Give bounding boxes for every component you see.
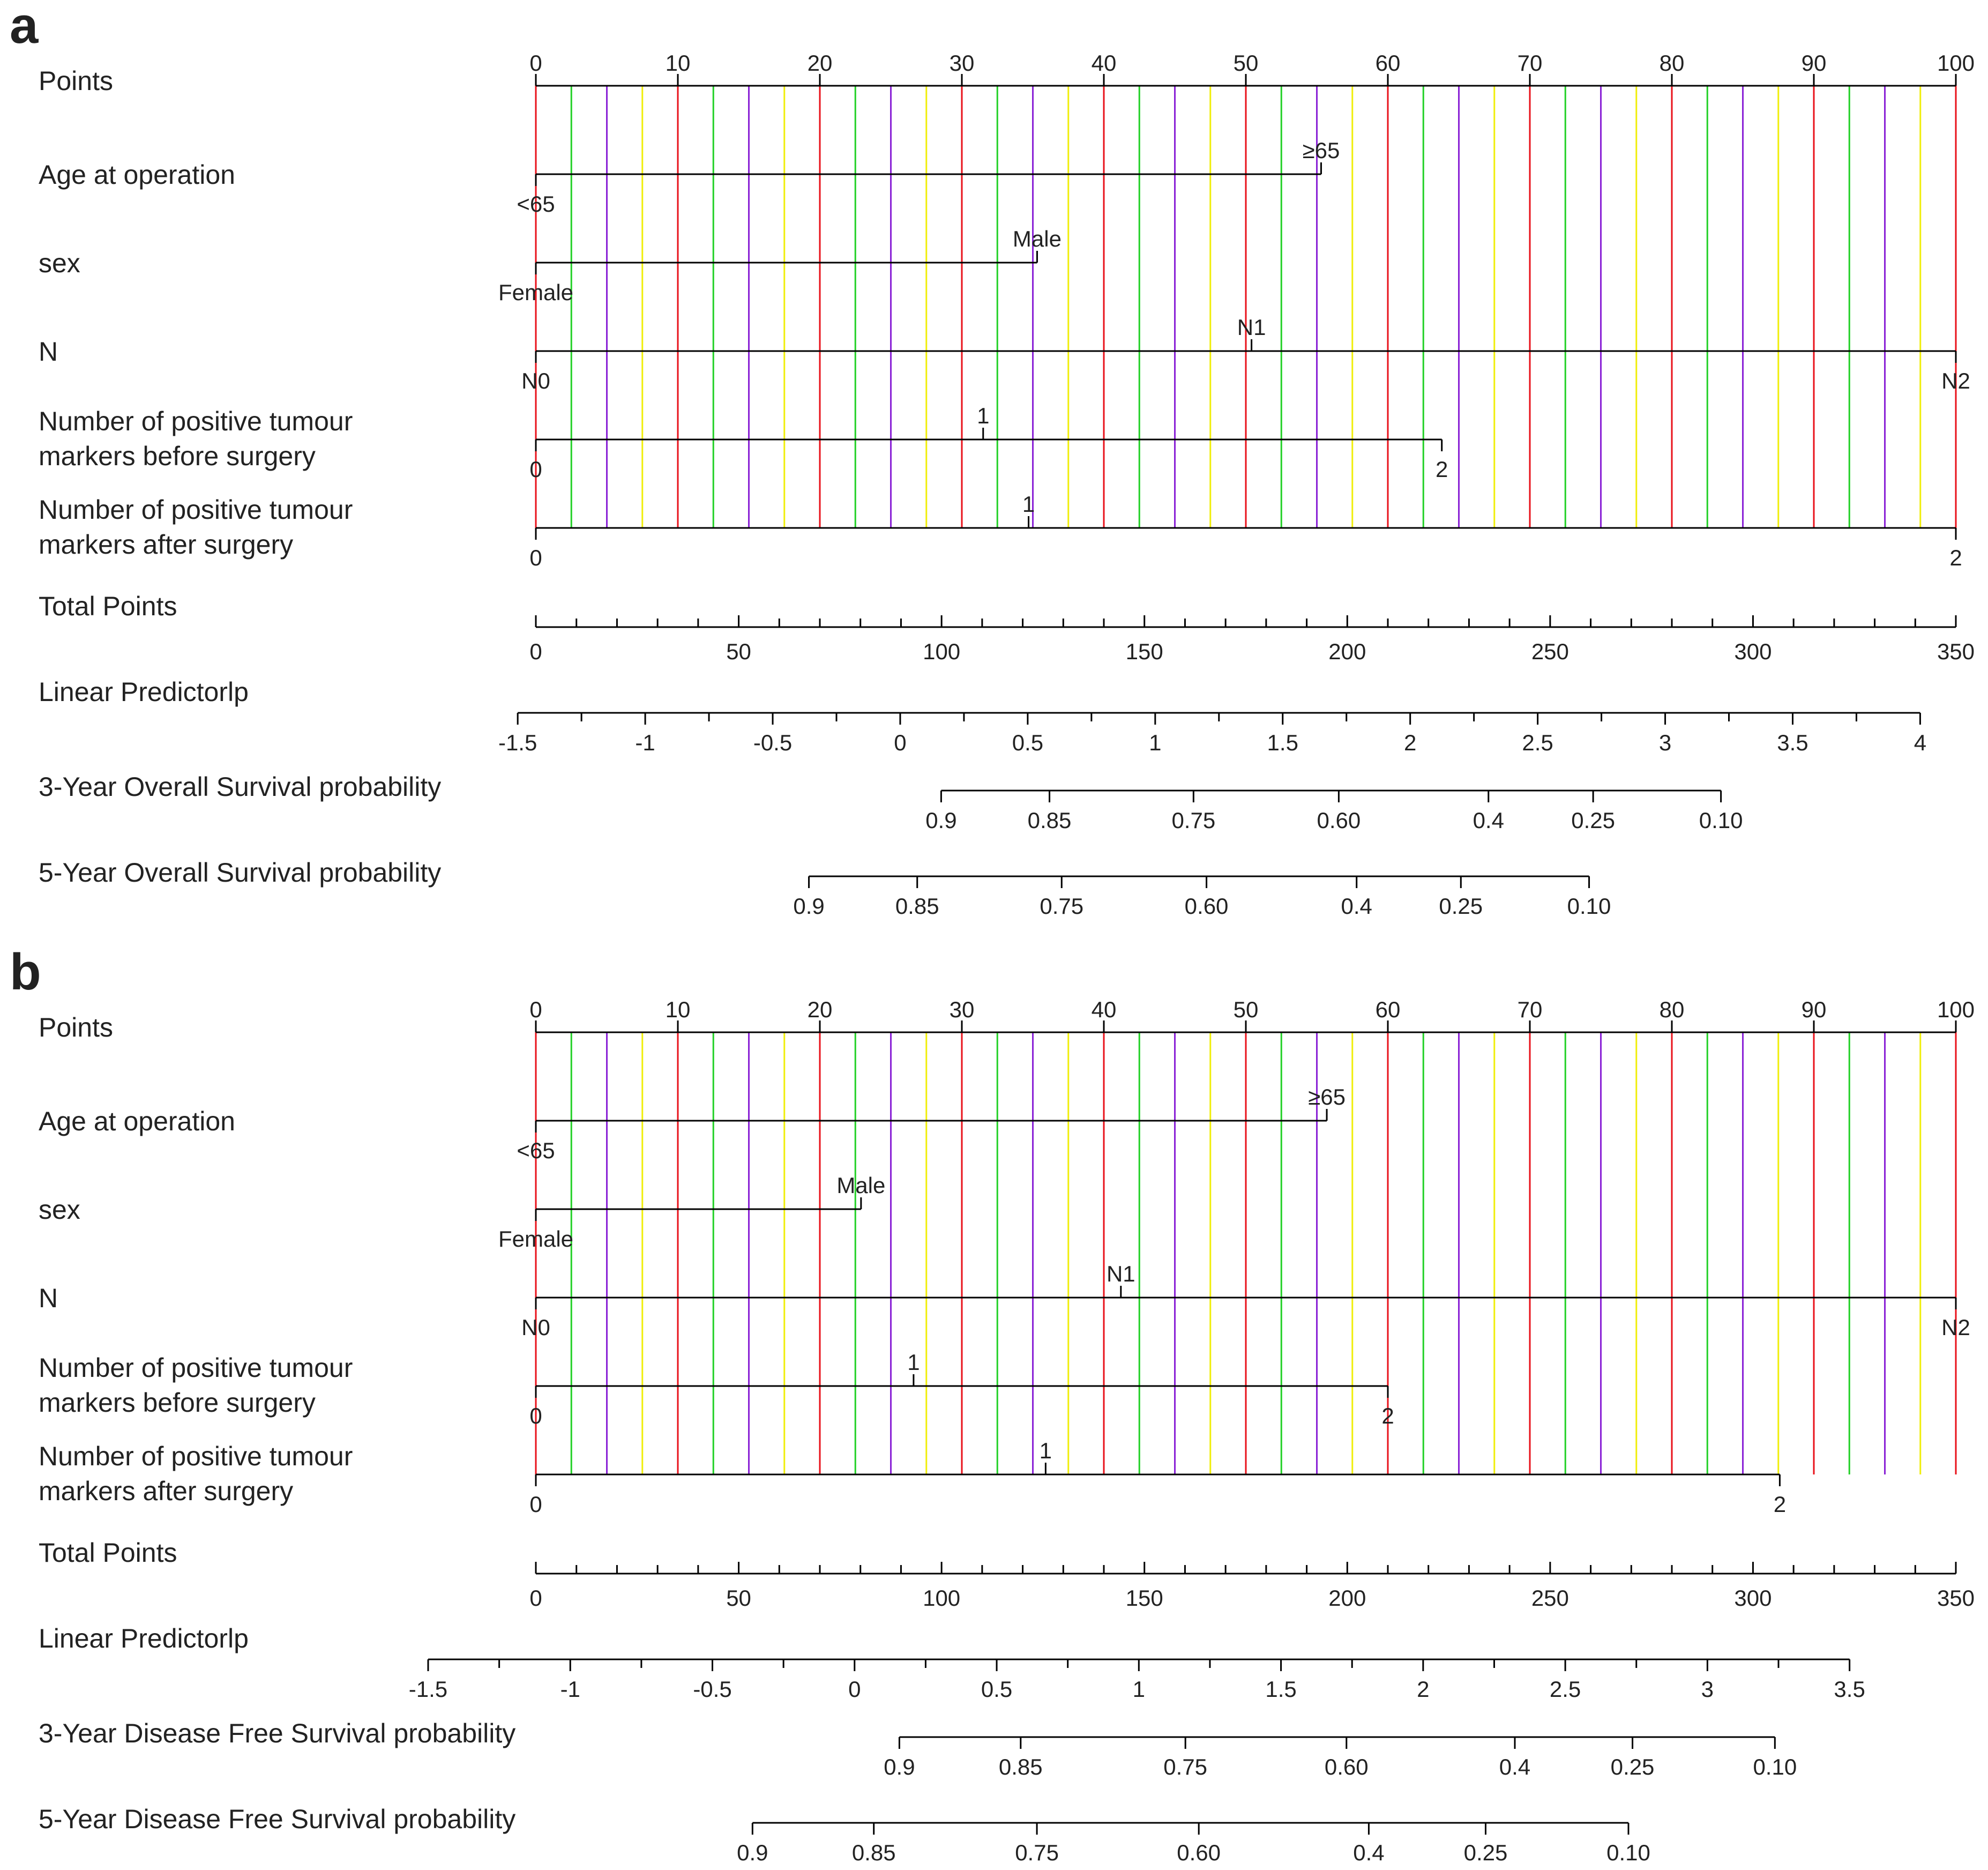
points-tick-label: 70 <box>1517 997 1543 1022</box>
points-tick-label: 10 <box>665 997 691 1022</box>
survival-tick-label: 0.10 <box>1567 893 1611 919</box>
points-tick-label: 40 <box>1091 50 1117 76</box>
variable-label: sex <box>39 1195 80 1225</box>
variable-level-label: N2 <box>1941 1315 1970 1340</box>
points-axis-label: Points <box>39 66 113 96</box>
points-tick-label: 100 <box>1937 997 1975 1022</box>
survival-tick-label: 0.9 <box>793 893 825 919</box>
linear-predictor-tick-label: 2 <box>1404 730 1417 755</box>
variable-label: Number of positive tumour <box>39 495 353 525</box>
linear-predictor-tick-label: -1 <box>560 1677 580 1702</box>
variable-level-label: N0 <box>521 1315 550 1340</box>
survival-tick-label: 0.10 <box>1606 1840 1650 1865</box>
survival-tick-label: 0.10 <box>1753 1754 1797 1779</box>
points-tick-label: 70 <box>1517 50 1543 76</box>
linear-predictor-tick-label: 0.5 <box>981 1677 1013 1702</box>
survival-tick-label: 0.9 <box>925 808 957 833</box>
variable-label: N <box>39 1283 58 1313</box>
linear-predictor-tick-label: 0 <box>894 730 907 755</box>
variable-level-label: N2 <box>1941 368 1970 393</box>
survival-tick-label: 0.4 <box>1499 1754 1531 1779</box>
variable-level-label: N1 <box>1237 315 1266 340</box>
points-tick-label: 60 <box>1375 997 1401 1022</box>
survival-tick-label: 0.85 <box>895 893 939 919</box>
linear-predictor-tick-label: 1.5 <box>1267 730 1298 755</box>
variable-level-label: 0 <box>529 457 542 482</box>
linear-predictor-tick-label: 1 <box>1149 730 1162 755</box>
variable-level-label: Female <box>498 1226 574 1251</box>
survival-scale-label: 3-Year Disease Free Survival probability <box>39 1718 516 1748</box>
linear-predictor-label: Linear Predictorlp <box>39 1623 249 1653</box>
variable-level-label: <65 <box>517 1138 555 1163</box>
nomogram-panel-a <box>10 0 1975 919</box>
total-points-tick-label: 300 <box>1734 1585 1772 1611</box>
variable-level-label: 1 <box>1039 1438 1052 1463</box>
total-points-tick-label: 350 <box>1937 639 1975 664</box>
linear-predictor-tick-label: -0.5 <box>693 1677 732 1702</box>
points-tick-label: 90 <box>1801 50 1827 76</box>
survival-tick-label: 0.4 <box>1341 893 1372 919</box>
linear-predictor-tick-label: 2.5 <box>1549 1677 1581 1702</box>
points-tick-label: 0 <box>529 997 542 1022</box>
survival-tick-label: 0.60 <box>1177 1840 1221 1865</box>
points-tick-label: 20 <box>807 50 833 76</box>
total-points-tick-label: 50 <box>726 639 751 664</box>
points-tick-label: 100 <box>1937 50 1975 76</box>
linear-predictor-tick-label: 2.5 <box>1522 730 1553 755</box>
variable-label: markers before surgery <box>39 441 316 471</box>
survival-scale-label: 5-Year Disease Free Survival probability <box>39 1804 516 1834</box>
variable-level-label: N0 <box>521 368 550 393</box>
linear-predictor-tick-label: 3.5 <box>1834 1677 1865 1702</box>
survival-scale-label: 5-Year Overall Survival probability <box>39 858 442 888</box>
linear-predictor-tick-label: -0.5 <box>753 730 793 755</box>
points-tick-label: 80 <box>1659 50 1685 76</box>
variable-level-label: 2 <box>1436 457 1448 482</box>
points-tick-label: 20 <box>807 997 833 1022</box>
variable-level-label: 1 <box>907 1350 920 1375</box>
points-tick-label: 30 <box>949 50 975 76</box>
points-tick-label: 80 <box>1659 997 1685 1022</box>
variable-level-label: ≥65 <box>1302 138 1340 163</box>
panel-letter: a <box>10 0 39 54</box>
points-tick-label: 10 <box>665 50 691 76</box>
variable-level-label: 0 <box>529 1403 542 1428</box>
total-points-tick-label: 0 <box>529 639 542 664</box>
linear-predictor-tick-label: 3 <box>1658 730 1672 755</box>
points-tick-label: 50 <box>1233 50 1259 76</box>
points-tick-label: 60 <box>1375 50 1401 76</box>
variable-level-label: N1 <box>1106 1261 1135 1286</box>
total-points-tick-label: 150 <box>1125 639 1163 664</box>
variable-level-label: 2 <box>1773 1492 1787 1517</box>
survival-tick-label: 0.25 <box>1439 893 1483 919</box>
total-points-tick-label: 50 <box>726 1585 751 1611</box>
variable-label: markers after surgery <box>39 1476 294 1506</box>
linear-predictor-tick-label: 2 <box>1417 1677 1430 1702</box>
linear-predictor-label: Linear Predictorlp <box>39 677 249 707</box>
variable-label: Number of positive tumour <box>39 1353 353 1383</box>
variable-level-label: 0 <box>529 1492 542 1517</box>
total-points-tick-label: 150 <box>1125 1585 1163 1611</box>
survival-tick-label: 0.85 <box>851 1840 896 1865</box>
variable-level-label: Male <box>1012 226 1062 251</box>
variable-level-label: 1 <box>977 403 990 428</box>
total-points-tick-label: 200 <box>1328 639 1366 664</box>
points-tick-label: 0 <box>529 50 542 76</box>
total-points-tick-label: 100 <box>923 1585 961 1611</box>
variable-level-label: <65 <box>517 191 555 217</box>
variable-level-label: 0 <box>529 545 542 570</box>
survival-tick-label: 0.75 <box>1015 1840 1059 1865</box>
total-points-label: Total Points <box>39 591 177 621</box>
nomogram-panel-b <box>10 943 1975 1865</box>
variable-label: Age at operation <box>39 160 235 190</box>
survival-tick-label: 0.10 <box>1699 808 1743 833</box>
linear-predictor-tick-label: 3.5 <box>1777 730 1808 755</box>
points-tick-label: 50 <box>1233 997 1259 1022</box>
survival-tick-label: 0.9 <box>884 1754 915 1779</box>
variable-label: N <box>39 337 58 367</box>
variable-label: Age at operation <box>39 1106 235 1136</box>
survival-tick-label: 0.75 <box>1163 1754 1208 1779</box>
linear-predictor-tick-label: -1 <box>635 730 655 755</box>
survival-tick-label: 0.60 <box>1324 1754 1369 1779</box>
points-tick-label: 90 <box>1801 997 1827 1022</box>
linear-predictor-tick-label: 0.5 <box>1012 730 1044 755</box>
points-tick-label: 30 <box>949 997 975 1022</box>
total-points-tick-label: 200 <box>1328 1585 1366 1611</box>
survival-tick-label: 0.85 <box>998 1754 1043 1779</box>
linear-predictor-tick-label: 1 <box>1132 1677 1145 1702</box>
survival-tick-label: 0.25 <box>1610 1754 1655 1779</box>
variable-label: markers after surgery <box>39 530 294 560</box>
variable-level-label: 1 <box>1022 491 1035 517</box>
linear-predictor-tick-label: -1.5 <box>498 730 537 755</box>
total-points-tick-label: 100 <box>923 639 961 664</box>
variable-label: Number of positive tumour <box>39 406 353 436</box>
points-axis-label: Points <box>39 1012 113 1042</box>
linear-predictor-tick-label: 0 <box>848 1677 861 1702</box>
total-points-tick-label: 250 <box>1531 639 1569 664</box>
variable-label: sex <box>39 248 80 278</box>
variable-level-label: 2 <box>1949 545 1962 570</box>
total-points-label: Total Points <box>39 1538 177 1568</box>
linear-predictor-tick-label: -1.5 <box>408 1677 448 1702</box>
linear-predictor-tick-label: 1.5 <box>1265 1677 1297 1702</box>
survival-scale-label: 3-Year Overall Survival probability <box>39 772 442 802</box>
total-points-tick-label: 0 <box>529 1585 542 1611</box>
survival-tick-label: 0.75 <box>1040 893 1084 919</box>
panel-letter: b <box>10 943 41 1001</box>
survival-tick-label: 0.25 <box>1463 1840 1508 1865</box>
survival-tick-label: 0.4 <box>1473 808 1504 833</box>
total-points-tick-label: 250 <box>1531 1585 1569 1611</box>
variable-label: markers before surgery <box>39 1388 316 1418</box>
linear-predictor-tick-label: 4 <box>1914 730 1927 755</box>
survival-tick-label: 0.85 <box>1027 808 1072 833</box>
survival-tick-label: 0.9 <box>737 1840 768 1865</box>
survival-tick-label: 0.60 <box>1184 893 1229 919</box>
points-tick-label: 40 <box>1091 997 1117 1022</box>
survival-tick-label: 0.60 <box>1317 808 1361 833</box>
survival-tick-label: 0.4 <box>1353 1840 1385 1865</box>
variable-level-label: 2 <box>1381 1403 1394 1428</box>
survival-tick-label: 0.25 <box>1571 808 1615 833</box>
linear-predictor-tick-label: 3 <box>1701 1677 1714 1702</box>
variable-level-label: Male <box>836 1173 886 1198</box>
total-points-tick-label: 350 <box>1937 1585 1975 1611</box>
variable-level-label: ≥65 <box>1308 1084 1346 1109</box>
variable-label: Number of positive tumour <box>39 1441 353 1471</box>
survival-tick-label: 0.75 <box>1171 808 1216 833</box>
variable-level-label: Female <box>498 280 574 305</box>
total-points-tick-label: 300 <box>1734 639 1772 664</box>
